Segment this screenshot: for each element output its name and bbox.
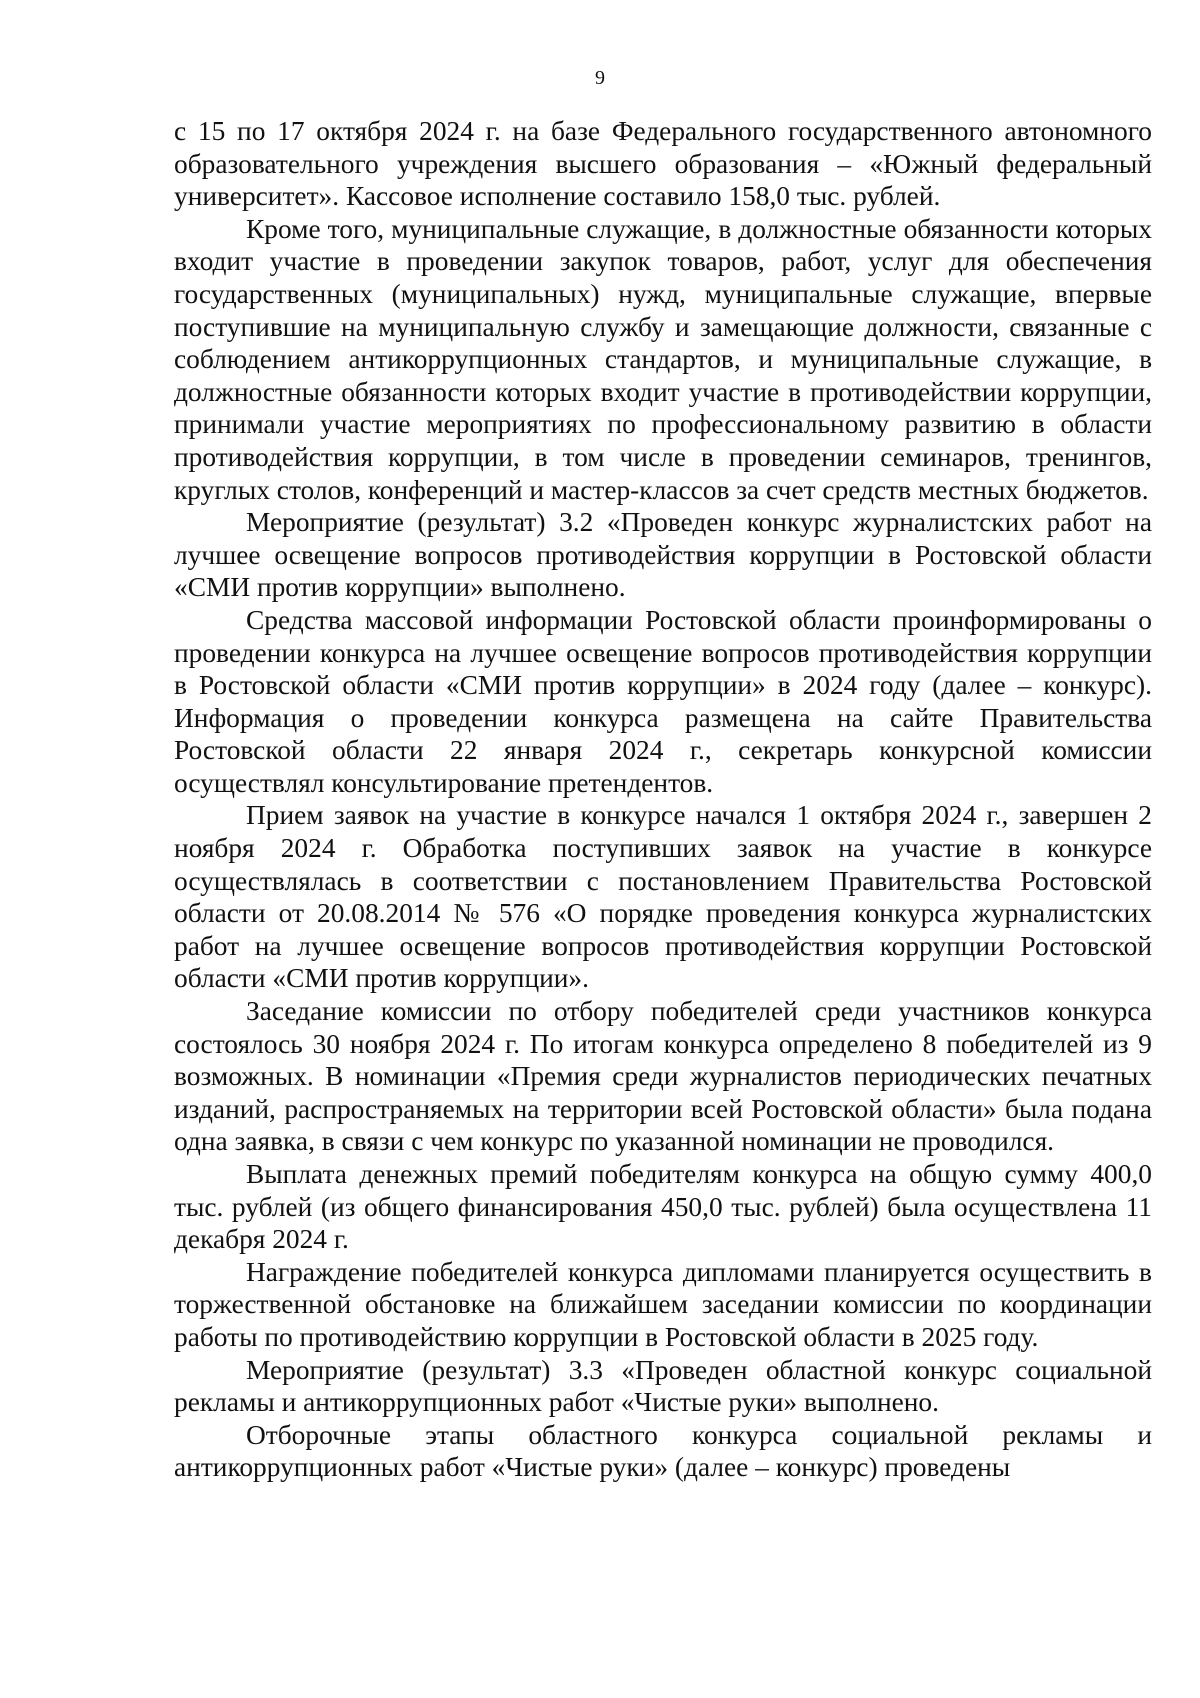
page-number: 9 — [595, 67, 605, 89]
paragraph-8: Награждение победителей конкурса дипломами планируется осуществить в торжественной обстановке на ближайшем заседании комиссии по координации работы по противодействию коррупции в Ростовской области в 2025 году. — [174, 1256, 1152, 1352]
paragraph-9: Мероприятие (результат) 3.3 «Проведен областной конкурс социальной рекламы и антикоррупционных работ «Чистые руки» выполнено. — [174, 1354, 1152, 1418]
paragraph-4: Средства массовой информации Ростовской области проинформированы о проведении конкурса на лучшее освещение вопросов противодействия коррупции в Ростовской области «СМИ против коррупции» в 2024 году (далее – конкурс). Информация о проведении конкурса размещена на сайте Правительства Ростовской области 22 января 2024 г., секретарь конкурсной комиссии осуществлял консультирование претендентов. — [174, 604, 1152, 798]
paragraph-5: Прием заявок на участие в конкурсе начался 1 октября 2024 г., завершен 2 ноября 2024 г. Обработка поступивших заявок на участие в конкурсе осуществлялась в соответствии с постановлением Правительства Ростовской области от 20.08.2014 № 576 «О порядке проведения конкурса журналистских работ на лучшее освещение вопросов противодействия коррупции Ростовской области «СМИ против коррупции». — [174, 800, 1152, 994]
document-body — [174, 115, 1152, 1484]
paragraph-10: Отборочные этапы областного конкурса социальной рекламы и антикоррупционных работ «Чистые руки» (далее – конкурс) проведены — [174, 1419, 1152, 1483]
paragraph-6: Заседание комиссии по отбору победителей среди участников конкурса состоялось 30 ноября 2024 г. По итогам конкурса определено 8 победителей из 9 возможных. В номинации «Премия среди журналистов периодических печатных изданий, распространяемых на территории всей Ростовской области» была подана одна заявка, в связи с чем конкурс по указанной номинации не проводился. — [174, 996, 1152, 1157]
paragraph-3: Мероприятие (результат) 3.2 «Проведен конкурс журналистских работ на лучшее освещение вопросов противодействия коррупции в Ростовской области «СМИ против коррупции» выполнено. — [174, 507, 1152, 603]
paragraph-2: Кроме того, муниципальные служащие, в должностные обязанности которых входит участие в проведении закупок товаров, работ, услуг для обеспечения государственных (муниципальных) нужд, муниципальные служащие, впервые поступившие на муниципальную службу и замещающие должности, связанные с соблюдением антикоррупционных стандартов, и муниципальные служащие, в должностные обязанности которых входит участие в противодействии коррупции, принимали участие мероприятиях по профессиональному развитию в области противодействия коррупции, в том числе в проведении семинаров, тренингов, круглых столов, конференций и мастер-классов за счет средств местных бюджетов. — [174, 213, 1152, 505]
paragraph-1: с 15 по 17 октября 2024 г. на базе Федерального государственного автономного образовательного учреждения высшего образования – «Южный федеральный университет». Кассовое исполнение составило 158,0 тыс. рублей. — [174, 116, 1152, 212]
paragraph-7: Выплата денежных премий победителям конкурса на общую сумму 400,0 тыс. рублей (из общего финансирования 450,0 тыс. рублей) была осуществлена 11 декабря 2024 г. — [174, 1159, 1152, 1255]
